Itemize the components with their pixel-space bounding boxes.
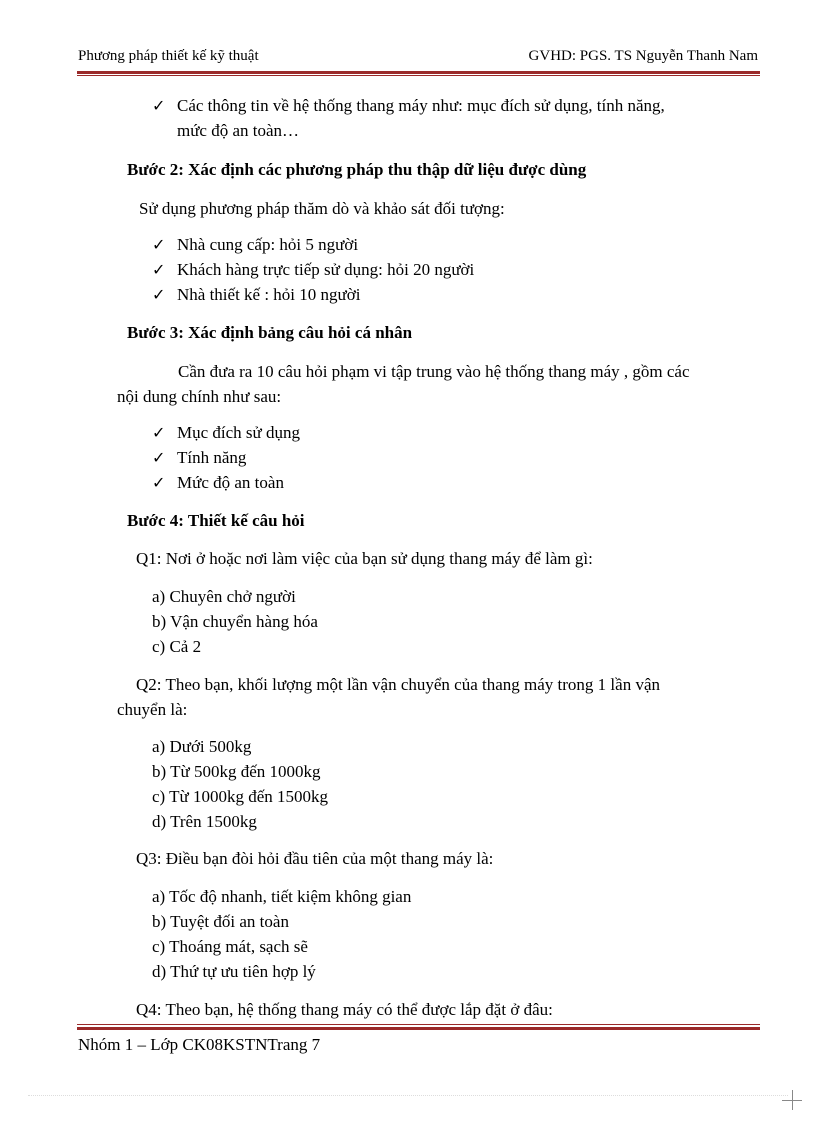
step3-heading: Bước 3: Xác định bảng câu hỏi cá nhân	[127, 323, 413, 342]
option-item: c) Cả 2	[152, 637, 202, 656]
question-2-continuation: chuyển là:	[117, 700, 188, 719]
checkmark-icon: ✓	[152, 448, 166, 467]
list-item: Các thông tin về hệ thống thang máy như: mục đích sử dụng, tính năng,	[177, 96, 665, 115]
checkmark-icon: ✓	[152, 285, 166, 304]
header-course-title: Phương pháp thiết kế kỹ thuật	[78, 48, 259, 64]
option-item: b) Vận chuyển hàng hóa	[152, 612, 318, 631]
list-item: Khách hàng trực tiếp sử dụng: hỏi 20 người	[177, 260, 475, 279]
question-4: Q4: Theo bạn, hệ thống thang máy có thể được lắp đặt ở đâu:	[136, 1000, 553, 1019]
option-item: c) Từ 1000kg đến 1500kg	[152, 787, 329, 806]
list-item: Tính năng	[177, 448, 247, 467]
option-item: d) Thứ tự ưu tiên hợp lý	[152, 962, 316, 981]
header-instructor: GVHD: PGS. TS Nguyễn Thanh Nam	[528, 48, 758, 64]
page-footer: Nhóm 1 – Lớp CK08KSTNTrang 7	[78, 1035, 321, 1054]
list-item: Mục đích sử dụng	[177, 423, 301, 442]
footer-rule-thin	[77, 1024, 760, 1025]
corner-mark	[782, 1100, 802, 1101]
header-rule-thin	[77, 75, 760, 76]
option-item: a) Chuyên chở người	[152, 587, 296, 606]
option-item: d) Trên 1500kg	[152, 812, 257, 831]
option-item: b) Tuyệt đối an toàn	[152, 912, 289, 931]
option-item: b) Từ 500kg đến 1000kg	[152, 762, 321, 781]
list-item: Mức độ an toàn	[177, 473, 284, 492]
option-item: a) Tốc độ nhanh, tiết kiệm không gian	[152, 887, 412, 906]
option-item: a) Dưới 500kg	[152, 737, 252, 756]
option-item: c) Thoáng mát, sạch sẽ	[152, 937, 308, 956]
page-edge	[28, 1095, 788, 1096]
page-header	[78, 48, 758, 70]
checkmark-icon: ✓	[152, 235, 166, 254]
step3-text: Cần đưa ra 10 câu hỏi phạm vi tập trung vào hệ thống thang máy , gồm các	[178, 362, 690, 381]
checkmark-icon: ✓	[152, 260, 166, 279]
checkmark-icon: ✓	[152, 423, 166, 442]
footer-rule	[77, 1027, 760, 1030]
step2-text: Sử dụng phương pháp thăm dò và khảo sát đối tượng:	[139, 199, 505, 218]
checkmark-icon: ✓	[152, 96, 166, 115]
question-3: Q3: Điều bạn đòi hỏi đầu tiên của một thang máy là:	[136, 849, 494, 868]
header-rule	[77, 71, 760, 74]
step3-text-continuation: nội dung chính như sau:	[117, 387, 282, 406]
question-2: Q2: Theo bạn, khối lượng một lần vận chuyển của thang máy trong 1 lần vận	[136, 675, 660, 694]
step2-heading: Bước 2: Xác định các phương pháp thu thập dữ liệu được dùng	[127, 160, 587, 179]
list-item: Nhà thiết kế : hỏi 10 người	[177, 285, 361, 304]
list-item-continuation: mức độ an toàn…	[177, 121, 300, 140]
step4-heading: Bước 4: Thiết kế câu hỏi	[127, 511, 305, 530]
checkmark-icon: ✓	[152, 473, 166, 492]
question-1: Q1: Nơi ở hoặc nơi làm việc của bạn sử dụng thang máy để làm gì:	[136, 549, 593, 568]
list-item: Nhà cung cấp: hỏi 5 người	[177, 235, 359, 254]
